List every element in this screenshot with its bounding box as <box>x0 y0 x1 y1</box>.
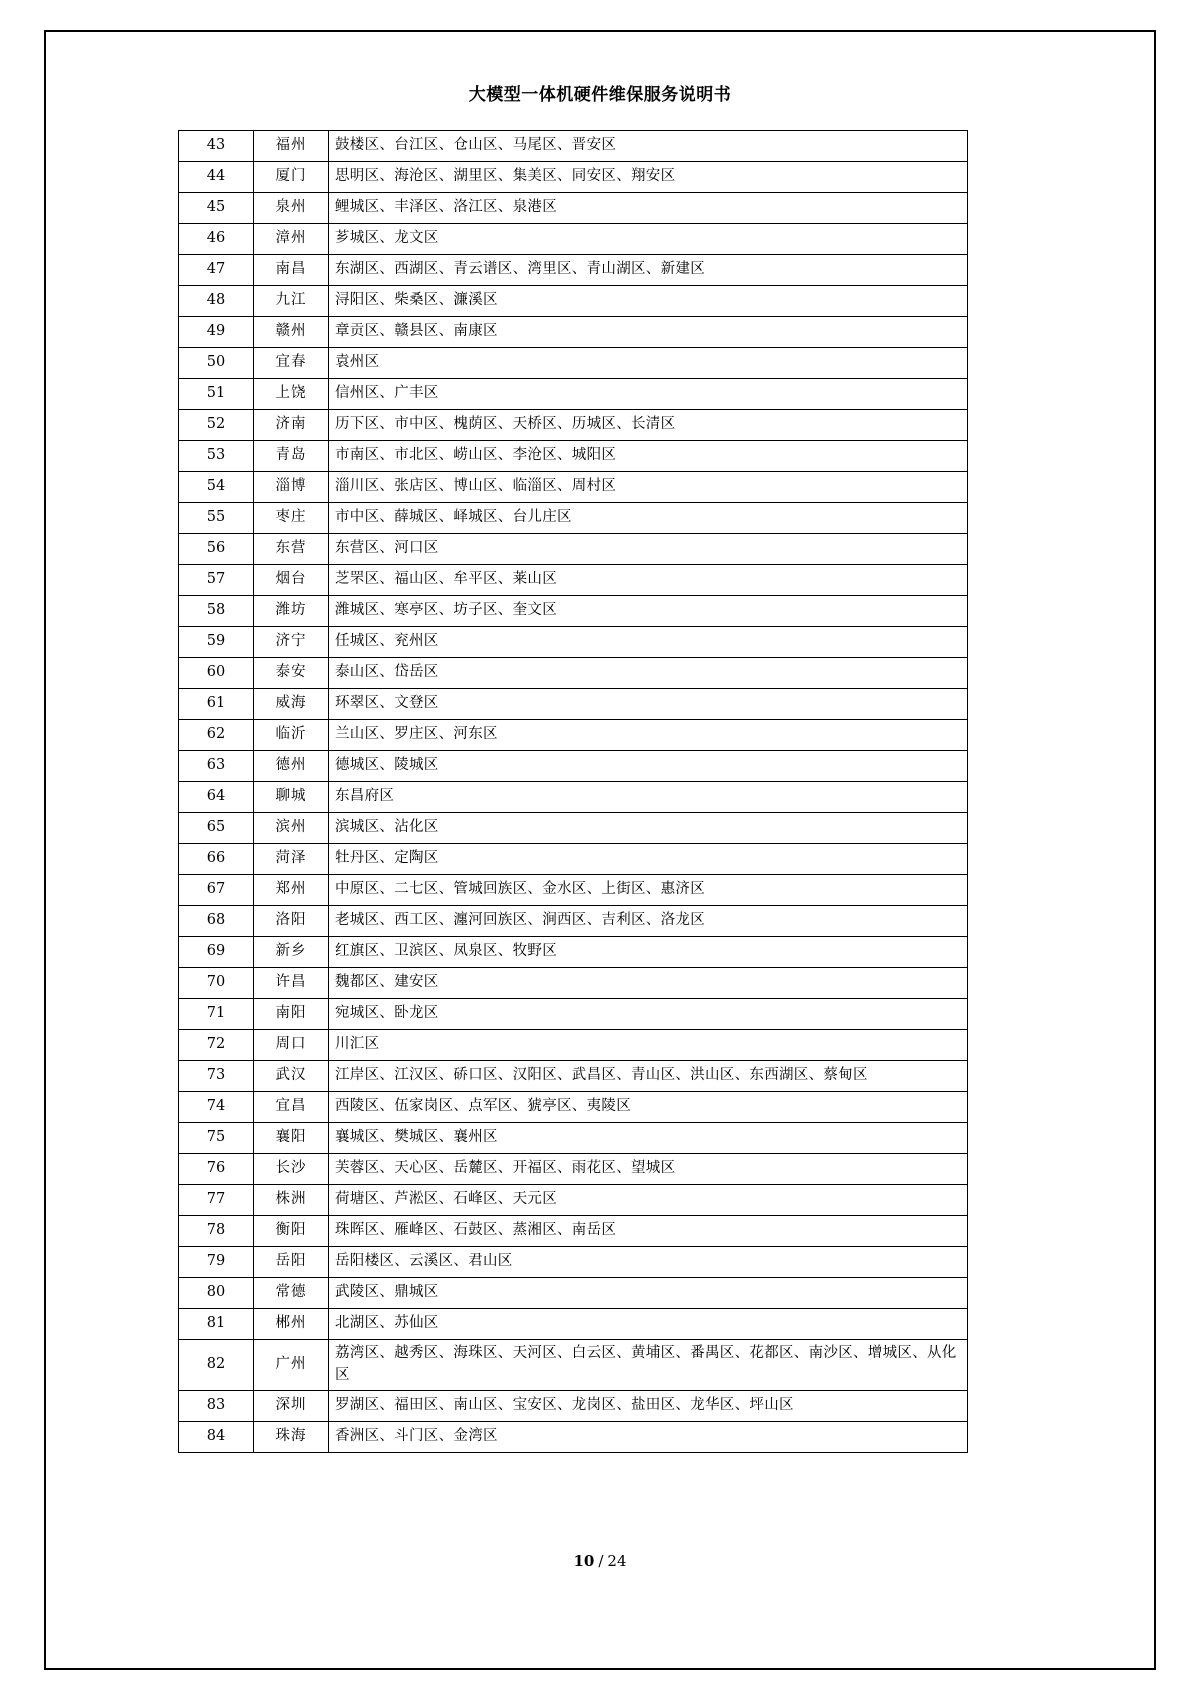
row-districts-cell: 鼓楼区、台江区、仓山区、马尾区、晋安区 <box>329 131 968 162</box>
table-row <box>179 1123 968 1154</box>
row-city-cell: 长沙 <box>254 1154 329 1185</box>
page-header-title: 大模型一体机硬件维保服务说明书 <box>468 85 732 105</box>
row-districts-cell: 淄川区、张店区、博山区、临淄区、周村区 <box>329 472 968 503</box>
row-index-cell: 53 <box>179 441 254 472</box>
row-districts-cell: 潍城区、寒亭区、坊子区、奎文区 <box>329 596 968 627</box>
row-districts-cell: 岳阳楼区、云溪区、君山区 <box>329 1247 968 1278</box>
table-row <box>179 472 968 503</box>
table-row <box>179 131 968 162</box>
row-city-cell: 深圳 <box>254 1390 329 1421</box>
table-row <box>179 1030 968 1061</box>
page-footer <box>0 1552 1200 1570</box>
row-city-cell: 许昌 <box>254 968 329 999</box>
row-city-cell: 泉州 <box>254 193 329 224</box>
row-city-cell: 九江 <box>254 286 329 317</box>
row-city-cell: 厦门 <box>254 162 329 193</box>
row-index-cell: 50 <box>179 348 254 379</box>
row-city-cell: 漳州 <box>254 224 329 255</box>
row-city-cell: 菏泽 <box>254 844 329 875</box>
row-index-cell: 66 <box>179 844 254 875</box>
row-index-cell: 84 <box>179 1421 254 1452</box>
row-city-cell: 周口 <box>254 1030 329 1061</box>
row-city-cell: 赣州 <box>254 317 329 348</box>
row-districts-cell: 老城区、西工区、瀍河回族区、涧西区、吉利区、洛龙区 <box>329 906 968 937</box>
row-index-cell: 60 <box>179 658 254 689</box>
row-city-cell: 襄阳 <box>254 1123 329 1154</box>
row-city-cell: 南昌 <box>254 255 329 286</box>
table-row <box>179 1421 968 1452</box>
table-row <box>179 844 968 875</box>
table-row <box>179 379 968 410</box>
row-districts-cell: 红旗区、卫滨区、凤泉区、牧野区 <box>329 937 968 968</box>
row-index-cell: 48 <box>179 286 254 317</box>
row-city-cell: 潍坊 <box>254 596 329 627</box>
row-index-cell: 78 <box>179 1216 254 1247</box>
row-districts-cell: 兰山区、罗庄区、河东区 <box>329 720 968 751</box>
row-city-cell: 广州 <box>254 1340 329 1391</box>
table-row <box>179 410 968 441</box>
row-districts-cell: 信州区、广丰区 <box>329 379 968 410</box>
row-index-cell: 59 <box>179 627 254 658</box>
table-row <box>179 162 968 193</box>
table-row <box>179 751 968 782</box>
table-row <box>179 255 968 286</box>
row-city-cell: 洛阳 <box>254 906 329 937</box>
row-city-cell: 宜春 <box>254 348 329 379</box>
row-city-cell: 郑州 <box>254 875 329 906</box>
table-row <box>179 627 968 658</box>
table-row <box>179 782 968 813</box>
row-index-cell: 56 <box>179 534 254 565</box>
row-districts-cell: 泰山区、岱岳区 <box>329 658 968 689</box>
row-districts-cell: 鲤城区、丰泽区、洛江区、泉港区 <box>329 193 968 224</box>
table-row <box>179 1390 968 1421</box>
row-districts-cell: 罗湖区、福田区、南山区、宝安区、龙岗区、盐田区、龙华区、坪山区 <box>329 1390 968 1421</box>
row-index-cell: 70 <box>179 968 254 999</box>
row-districts-cell: 魏都区、建安区 <box>329 968 968 999</box>
row-index-cell: 82 <box>179 1340 254 1391</box>
row-city-cell: 郴州 <box>254 1309 329 1340</box>
row-index-cell: 75 <box>179 1123 254 1154</box>
row-city-cell: 德州 <box>254 751 329 782</box>
row-districts-cell: 芗城区、龙文区 <box>329 224 968 255</box>
row-districts-cell: 思明区、海沧区、湖里区、集美区、同安区、翔安区 <box>329 162 968 193</box>
row-index-cell: 69 <box>179 937 254 968</box>
row-districts-cell: 市南区、市北区、崂山区、李沧区、城阳区 <box>329 441 968 472</box>
table-row <box>179 1340 968 1391</box>
row-city-cell: 福州 <box>254 131 329 162</box>
row-index-cell: 61 <box>179 689 254 720</box>
row-districts-cell: 宛城区、卧龙区 <box>329 999 968 1030</box>
row-districts-cell: 章贡区、赣县区、南康区 <box>329 317 968 348</box>
table-row <box>179 503 968 534</box>
footer-separator: / <box>598 1552 604 1570</box>
row-districts-cell: 东湖区、西湖区、青云谱区、湾里区、青山湖区、新建区 <box>329 255 968 286</box>
row-index-cell: 43 <box>179 131 254 162</box>
row-index-cell: 62 <box>179 720 254 751</box>
row-index-cell: 64 <box>179 782 254 813</box>
table-row <box>179 689 968 720</box>
row-districts-cell: 滨城区、沾化区 <box>329 813 968 844</box>
row-districts-cell: 任城区、兖州区 <box>329 627 968 658</box>
row-index-cell: 49 <box>179 317 254 348</box>
row-index-cell: 68 <box>179 906 254 937</box>
row-districts-cell: 襄城区、樊城区、襄州区 <box>329 1123 968 1154</box>
table-row <box>179 1154 968 1185</box>
districts-table <box>178 130 968 1453</box>
row-city-cell: 新乡 <box>254 937 329 968</box>
row-city-cell: 济宁 <box>254 627 329 658</box>
row-districts-cell: 香洲区、斗门区、金湾区 <box>329 1421 968 1452</box>
row-city-cell: 聊城 <box>254 782 329 813</box>
row-index-cell: 67 <box>179 875 254 906</box>
page-content <box>178 130 968 1453</box>
table-row <box>179 658 968 689</box>
table-row <box>179 317 968 348</box>
row-districts-cell: 浔阳区、柴桑区、濂溪区 <box>329 286 968 317</box>
row-city-cell: 威海 <box>254 689 329 720</box>
table-row <box>179 193 968 224</box>
row-index-cell: 55 <box>179 503 254 534</box>
table-row <box>179 1309 968 1340</box>
row-districts-cell: 芝罘区、福山区、牟平区、莱山区 <box>329 565 968 596</box>
row-city-cell: 临沂 <box>254 720 329 751</box>
row-districts-cell: 袁州区 <box>329 348 968 379</box>
row-districts-cell: 东营区、河口区 <box>329 534 968 565</box>
row-city-cell: 东营 <box>254 534 329 565</box>
row-index-cell: 83 <box>179 1390 254 1421</box>
row-city-cell: 武汉 <box>254 1061 329 1092</box>
row-districts-cell: 荔湾区、越秀区、海珠区、天河区、白云区、黄埔区、番禺区、花都区、南沙区、增城区、从化区 <box>329 1340 968 1391</box>
row-districts-cell: 珠晖区、雁峰区、石鼓区、蒸湘区、南岳区 <box>329 1216 968 1247</box>
table-row <box>179 875 968 906</box>
row-index-cell: 46 <box>179 224 254 255</box>
row-city-cell: 株洲 <box>254 1185 329 1216</box>
table-row <box>179 906 968 937</box>
row-index-cell: 76 <box>179 1154 254 1185</box>
footer-total-pages: 24 <box>607 1552 627 1570</box>
table-row <box>179 348 968 379</box>
row-index-cell: 44 <box>179 162 254 193</box>
table-row <box>179 286 968 317</box>
table-row <box>179 968 968 999</box>
table-row <box>179 937 968 968</box>
row-districts-cell: 牡丹区、定陶区 <box>329 844 968 875</box>
row-city-cell: 枣庄 <box>254 503 329 534</box>
row-index-cell: 52 <box>179 410 254 441</box>
row-districts-cell: 武陵区、鼎城区 <box>329 1278 968 1309</box>
row-city-cell: 岳阳 <box>254 1247 329 1278</box>
row-index-cell: 54 <box>179 472 254 503</box>
row-city-cell: 上饶 <box>254 379 329 410</box>
row-index-cell: 57 <box>179 565 254 596</box>
row-city-cell: 滨州 <box>254 813 329 844</box>
table-row <box>179 813 968 844</box>
table-row <box>179 1247 968 1278</box>
row-districts-cell: 芙蓉区、天心区、岳麓区、开福区、雨花区、望城区 <box>329 1154 968 1185</box>
row-city-cell: 济南 <box>254 410 329 441</box>
row-city-cell: 青岛 <box>254 441 329 472</box>
row-index-cell: 72 <box>179 1030 254 1061</box>
row-city-cell: 淄博 <box>254 472 329 503</box>
row-districts-cell: 江岸区、江汉区、硚口区、汉阳区、武昌区、青山区、洪山区、东西湖区、蔡甸区 <box>329 1061 968 1092</box>
table-row <box>179 1061 968 1092</box>
row-city-cell: 烟台 <box>254 565 329 596</box>
row-index-cell: 58 <box>179 596 254 627</box>
row-city-cell: 珠海 <box>254 1421 329 1452</box>
row-districts-cell: 市中区、薛城区、峄城区、台儿庄区 <box>329 503 968 534</box>
row-index-cell: 47 <box>179 255 254 286</box>
row-districts-cell: 北湖区、苏仙区 <box>329 1309 968 1340</box>
row-districts-cell: 德城区、陵城区 <box>329 751 968 782</box>
table-row <box>179 224 968 255</box>
row-index-cell: 79 <box>179 1247 254 1278</box>
row-districts-cell: 川汇区 <box>329 1030 968 1061</box>
row-index-cell: 71 <box>179 999 254 1030</box>
row-districts-cell: 中原区、二七区、管城回族区、金水区、上街区、惠济区 <box>329 875 968 906</box>
row-city-cell: 常德 <box>254 1278 329 1309</box>
row-index-cell: 51 <box>179 379 254 410</box>
row-index-cell: 77 <box>179 1185 254 1216</box>
row-city-cell: 宜昌 <box>254 1092 329 1123</box>
row-index-cell: 81 <box>179 1309 254 1340</box>
row-districts-cell: 荷塘区、芦淞区、石峰区、天元区 <box>329 1185 968 1216</box>
table-row <box>179 1278 968 1309</box>
row-index-cell: 63 <box>179 751 254 782</box>
row-index-cell: 80 <box>179 1278 254 1309</box>
footer-current-page: 10 <box>573 1552 595 1570</box>
row-districts-cell: 西陵区、伍家岗区、点军区、猇亭区、夷陵区 <box>329 1092 968 1123</box>
row-city-cell: 南阳 <box>254 999 329 1030</box>
table-row <box>179 999 968 1030</box>
table-row <box>179 596 968 627</box>
row-districts-cell: 历下区、市中区、槐荫区、天桥区、历城区、长清区 <box>329 410 968 441</box>
table-row <box>179 565 968 596</box>
row-city-cell: 泰安 <box>254 658 329 689</box>
table-row <box>179 534 968 565</box>
table-row <box>179 1216 968 1247</box>
row-city-cell: 衡阳 <box>254 1216 329 1247</box>
row-index-cell: 45 <box>179 193 254 224</box>
row-index-cell: 73 <box>179 1061 254 1092</box>
districts-table-body <box>179 131 968 1453</box>
row-districts-cell: 东昌府区 <box>329 782 968 813</box>
row-districts-cell: 环翠区、文登区 <box>329 689 968 720</box>
table-row <box>179 1185 968 1216</box>
table-row <box>179 441 968 472</box>
row-index-cell: 74 <box>179 1092 254 1123</box>
row-index-cell: 65 <box>179 813 254 844</box>
table-row <box>179 1092 968 1123</box>
table-row <box>179 720 968 751</box>
